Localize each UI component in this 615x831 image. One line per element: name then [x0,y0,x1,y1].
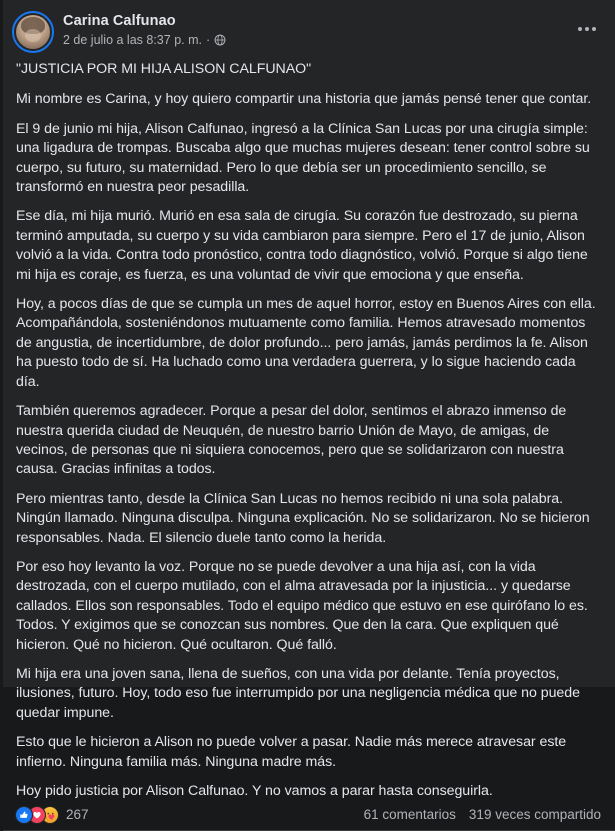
shares-count[interactable]: 319 veces compartido [468,807,601,823]
post-paragraph: Hoy pido justicia por Alison Calfunao. Y no vamos a parar hasta conseguirla. [16,783,493,799]
post-author-name[interactable]: Carina Calfunao [63,13,176,29]
engagement-counts [364,806,601,824]
dot [592,27,596,31]
globe-icon[interactable] [214,34,226,46]
post-paragraph: Mi nombre es Carina, y hoy quiero compartir una historia que jamás pensé tener que contar. [16,91,592,108]
more-options-icon[interactable] [571,13,603,45]
post-paragraph: Esto que le hicieron a Alison no puede volver a pasar. Nadie más merece atravesar este infierno. Ninguna familia más. Ninguna madre más. [16,734,567,770]
post-paragraph: El 9 de junio mi hija, Alison Calfunao, ingresó a la Clínica San Lucas por una cirugía simple: una ligadura de trompas. Buscaba algo que muchas mujeres desean: tener control sobre su cuerpo, su futuro, su maternidad. Pero lo que debía ser un procedimiento sencillo, se transformó en nuestra peor pesadilla. [16,120,590,196]
comments-count[interactable]: 61 comentarios [363,807,456,823]
post-author-block [63,11,571,48]
post-paragraph: Por eso hoy levanto la voz. Porque no se puede devolver a una hija así, con la vida destrozada, con el cuerpo mutilado, con el alma atravesada por la injusticia... y quedarse callados. Ellos son responsables. Todo el equipo médico que estuvo en ese quirófano lo es. Todos. Y exigimos que se conozcan sus nombres. Que den la cara. Que expliquen qué hicieron. Qué no hicieron. Qué ocultaron. Qué falló. [16,558,588,653]
post-meta [63,32,571,48]
post-message [3,53,615,801]
post-paragraph: Hoy, a pocos días de que se cumpla un mes de aquel horror, estoy en Buenos Aires con ella. Acompañándola, sosteniéndonos mutuamente como familia. Hemos atravesado momentos de angustia, de incertidumbre, de dolor profundo... pero jamás, jamás perdimos la fe. Alison ha puesto todo de sí. Ha luchado como una verdadera guerrera, y lo sigue haciendo cada día. [16,296,596,390]
avatar[interactable] [12,11,54,53]
post-paragraph: Ese día, mi hija murió. Murió en esa sala de cirugía. Su corazón fue destrozado, su pierna terminó amputada, su cuerpo y su vida cambiaron para siempre. Pero el 17 de junio, Alison volvió a la vida. Contra todo pronóstico, contra todo diagnóstico, volvió. Porque si algo tiene mi hija es coraje, es fuerza, es una voluntad de vivir que emociona y que enseña. [16,208,588,283]
post-header [3,0,615,53]
post-headline: "JUSTICIA POR MI HIJA ALISON CALFUNAO" [16,61,312,77]
post-engagement-bar [3,801,615,831]
reaction-icon-stack [15,806,59,824]
post-paragraph: Mi hija era una joven sana, llena de sueños, con una vida por delante. Tenía proyectos, ilusiones, futuro. Hoy, todo eso fue interrumpido por una negligencia médica que no puede quedar impune. [16,665,580,721]
dot [585,27,589,31]
reaction-summary[interactable] [15,806,89,824]
reaction-count: 267 [66,807,89,823]
post-paragraph: También queremos agradecer. Porque a pesar del dolor, sentimos el abrazo inmenso de nuestra querida ciudad de Neuquén, de nuestro barrio Unión de Mayo, de amigas, de vecinos, de personas que ni siquiera conocemos, pero que se solidarizaron con nuestra causa. Gracias infinitas a todos. [16,403,567,478]
dot [578,27,582,31]
meta-separator: · [205,33,211,47]
post-paragraph: Pero mientras tanto, desde la Clínica San Lucas no hemos recibido ni una sola palabra. Ningún llamado. Ninguna disculpa. Ninguna explicación. No se solidarizaron. No se hicieron responsables. Nada. El silencio duele tanto como la herida. [16,490,590,546]
avatar-image [16,15,50,49]
post-timestamp[interactable]: 2 de julio a las 8:37 p. m. [63,33,202,47]
